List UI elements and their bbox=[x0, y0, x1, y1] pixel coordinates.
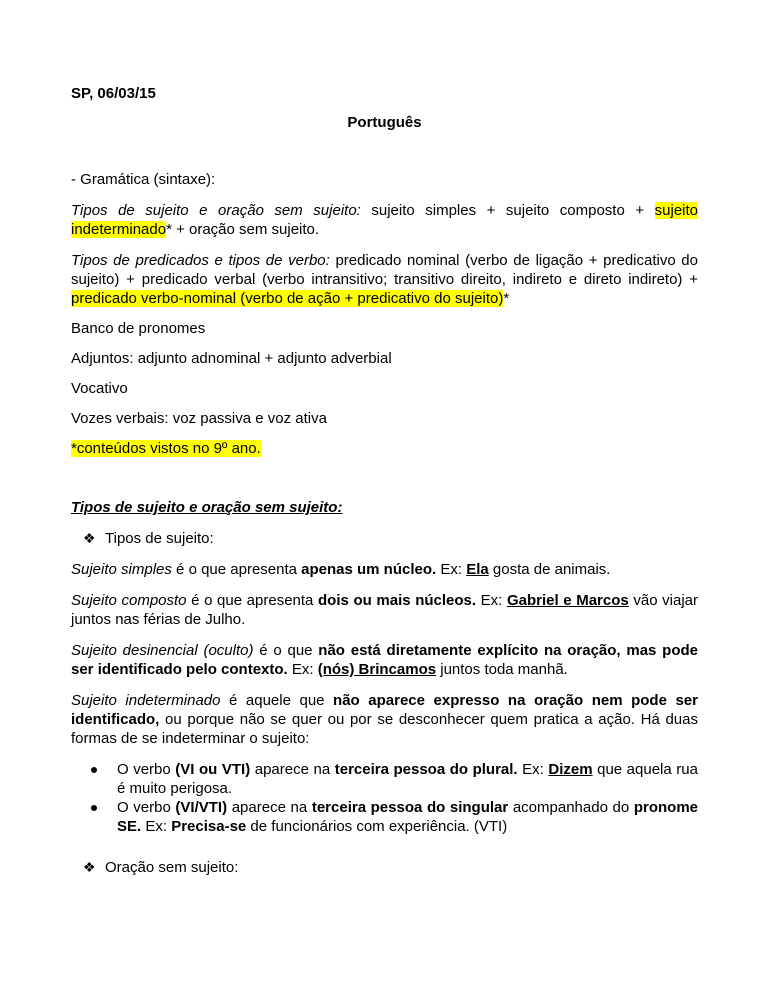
intro-text-predicados: predicado nominal (verbo de ligação + predicativo do sujeito) + predicado verbal (verbo intransitivo; transitivo direito, indireto e direto indireto) + bbox=[71, 252, 698, 288]
text: Ex: bbox=[141, 818, 172, 835]
bold-text: terceira pessoa do plural. bbox=[334, 761, 518, 778]
intro-item-adjuntos: Adjuntos: adjunto adnominal + adjunto adverbial bbox=[71, 350, 392, 367]
text: Ex: bbox=[476, 592, 507, 609]
example: (nós) Brincamos bbox=[317, 661, 437, 678]
text: aparece na bbox=[250, 761, 335, 778]
text: é aquele que bbox=[220, 692, 334, 709]
intro-item-vozes: Vozes verbais: voz passiva e voz ativa bbox=[71, 410, 327, 427]
document-body bbox=[71, 84, 698, 877]
diamond-bullet-icon: ❖ bbox=[83, 530, 96, 546]
text: Ex: bbox=[287, 661, 318, 678]
text: vão viajar juntos nas férias de Julho. bbox=[71, 592, 699, 628]
bold-text: terceira pessoa do singular bbox=[311, 799, 509, 816]
header-date: SP, 06/03/15 bbox=[71, 85, 156, 102]
text: de funcionários com experiência. (VTI) bbox=[246, 818, 508, 835]
definition-sujeito-desinencial bbox=[71, 641, 698, 679]
text: acompanhado do bbox=[508, 799, 634, 816]
bold-text: dois ou mais núcleos. bbox=[318, 592, 477, 609]
term: Sujeito indeterminado bbox=[71, 692, 221, 709]
list-item bbox=[71, 760, 698, 798]
subheading-label: Tipos de sujeito: bbox=[105, 530, 214, 547]
intro-item-pronomes: Banco de pronomes bbox=[71, 320, 206, 337]
indeterminado-bullet-list bbox=[71, 760, 698, 836]
definition-sujeito-indeterminado bbox=[71, 691, 698, 748]
subheading-oracao-sem-sujeito bbox=[83, 858, 698, 877]
diamond-bullet-icon: ❖ bbox=[83, 859, 96, 875]
intro-tail-sujeito: * + oração sem sujeito. bbox=[166, 221, 320, 238]
example: Gabriel e Marcos bbox=[506, 592, 629, 609]
highlight-note: *conteúdos vistos no 9º ano. bbox=[71, 440, 261, 457]
intro-item-vocativo: Vocativo bbox=[71, 380, 128, 397]
bold-text: não está diretamente explícito na oração, mas pode ser identificado pelo contexto. bbox=[71, 642, 698, 678]
intro-lead-predicados: Tipos de predicados e tipos de verbo: bbox=[71, 252, 330, 269]
example: Precisa-se bbox=[171, 818, 247, 835]
definition-sujeito-simples bbox=[71, 560, 698, 579]
text: Ex: bbox=[517, 761, 549, 778]
list-item bbox=[71, 798, 698, 836]
bold-text: (VI ou VTI) bbox=[175, 761, 251, 778]
definition-sujeito-composto bbox=[71, 591, 698, 629]
bullet-dot-icon bbox=[91, 805, 97, 811]
intro-tail-predicados: * bbox=[503, 290, 510, 307]
bold-text: pronome SE. bbox=[117, 799, 698, 835]
text: Ex: bbox=[436, 561, 467, 578]
section-title: Tipos de sujeito e oração sem sujeito: bbox=[71, 499, 343, 516]
bold-text: apenas um núcleo. bbox=[301, 561, 437, 578]
subheading-tipos-de-sujeito bbox=[83, 529, 698, 548]
subject-title: Português bbox=[347, 114, 422, 131]
text: que aquela rua é muito perigosa. bbox=[117, 761, 698, 797]
highlight-predicado-verbo-nominal: predicado verbo-nominal (verbo de ação + predicativo do sujeito) bbox=[71, 290, 504, 307]
grammar-topic: - Gramática (sintaxe): bbox=[71, 171, 216, 188]
term: Sujeito composto bbox=[71, 592, 187, 609]
text: é o que bbox=[253, 642, 319, 659]
intro-paragraph-predicados bbox=[71, 251, 698, 308]
term: Sujeito simples bbox=[71, 561, 172, 578]
bold-text: (VI/VTI) bbox=[175, 799, 228, 816]
intro-paragraph-sujeito bbox=[71, 201, 698, 239]
text: é o que apresenta bbox=[171, 561, 302, 578]
term: Sujeito desinencial (oculto) bbox=[71, 642, 254, 659]
text: O verbo bbox=[117, 761, 176, 778]
text: gosta de animais. bbox=[488, 561, 611, 578]
text: juntos toda manhã. bbox=[436, 661, 568, 678]
example: Ela bbox=[466, 561, 489, 578]
bold-text: não aparece expresso na oração nem pode ser identificado, bbox=[71, 692, 698, 728]
example: Dizem bbox=[548, 761, 593, 778]
text: O verbo bbox=[117, 799, 176, 816]
text: ou porque não se quer ou por se desconhecer quem pratica a ação. Há duas formas de se indeterminar o sujeito: bbox=[71, 711, 698, 747]
subheading-label: Oração sem sujeito: bbox=[105, 859, 239, 876]
text: é o que apresenta bbox=[186, 592, 319, 609]
intro-text-sujeito: sujeito simples + sujeito composto + bbox=[360, 202, 655, 219]
text: aparece na bbox=[227, 799, 312, 816]
bullet-dot-icon bbox=[91, 767, 97, 773]
highlight-sujeito-indeterminado: sujeito indeterminado bbox=[71, 202, 698, 238]
intro-note bbox=[71, 439, 698, 458]
intro-lead-sujeito: Tipos de sujeito e oração sem sujeito: bbox=[71, 202, 361, 219]
